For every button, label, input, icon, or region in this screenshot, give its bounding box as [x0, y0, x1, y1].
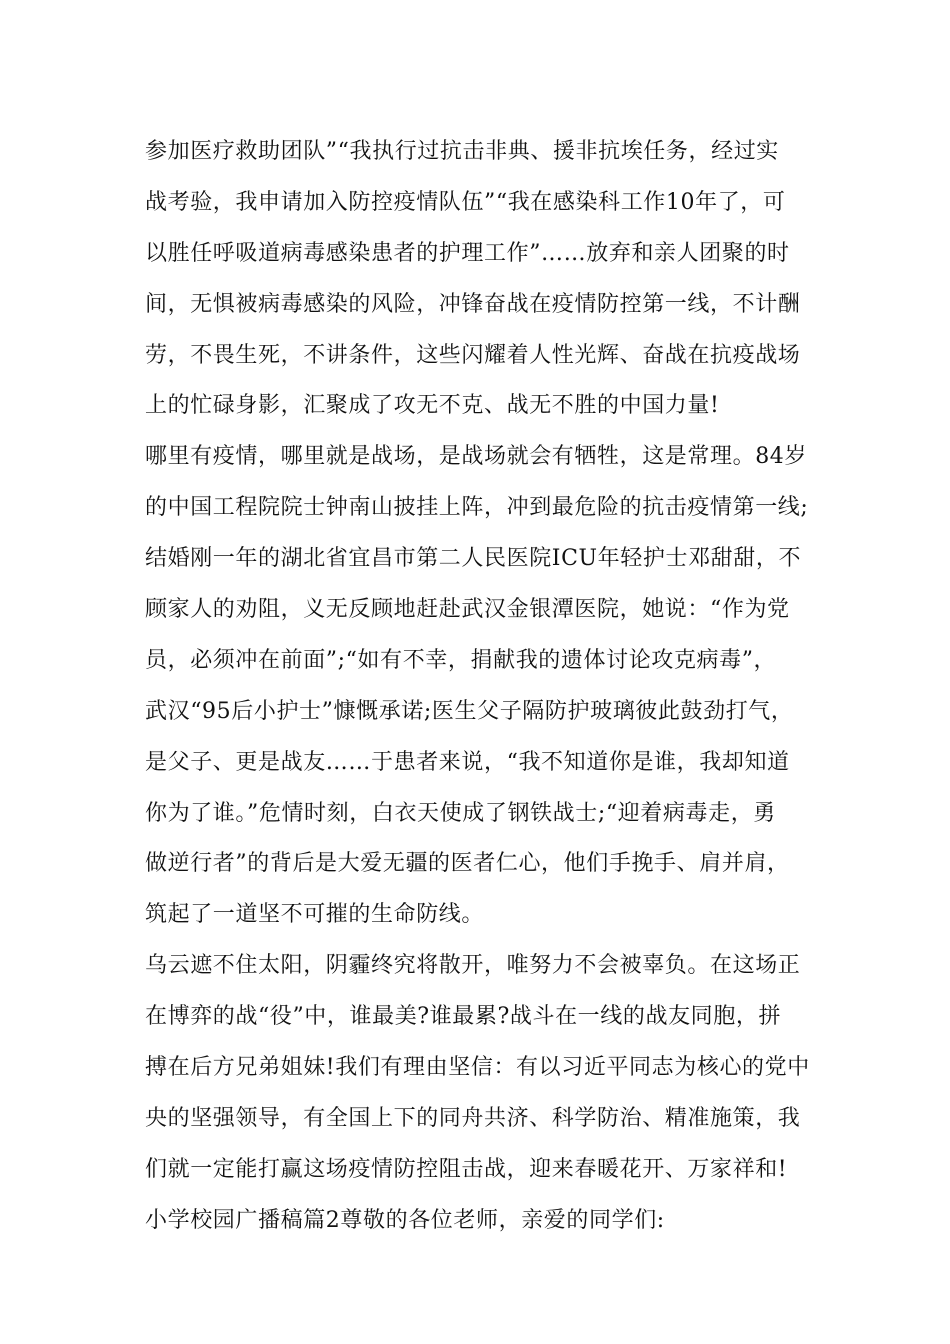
- text-line: 员，必须冲在前面”;“如有不幸，捐献我的遗体讨论攻克病毒”，: [145, 647, 777, 673]
- text-line: 是父子、更是战友……于患者来说，“我不知道你是谁，我却知道: [145, 749, 790, 775]
- text-line: 乌云遮不住太阳，阴霾终究将散开，唯努力不会被辜负。在这场正: [145, 953, 801, 979]
- text-line: 筑起了一道坚不可摧的生命防线。: [145, 902, 485, 928]
- text-line: 上的忙碌身影，汇聚成了攻无不克、战无不胜的中国力量!: [145, 393, 720, 419]
- paragraph-1: [145, 127, 835, 432]
- paragraph-2: [145, 432, 835, 941]
- text-line: 战考验，我申请加入防控疫情队伍”“我在感染科工作10年了，可: [145, 189, 786, 215]
- text-line: 小学校园广播稿篇2尊敬的各位老师，亲爱的同学们:: [145, 1207, 665, 1233]
- text-line: 以胜任呼吸道病毒感染患者的护理工作”……放弃和亲人团聚的时: [145, 240, 790, 266]
- text-line: 顾家人的劝阻，义无反顾地赶赴武汉金银潭医院，她说：“作为党: [145, 597, 790, 623]
- text-line: 搏在后方兄弟姐妹!我们有理由坚信：有以习近平同志为核心的党中: [145, 1055, 810, 1081]
- text-line: 们就一定能打赢这场疫情防控阻击战，迎来春暖花开、万家祥和!: [145, 1156, 788, 1182]
- text-line: 你为了谁。”危情时刻，白衣天使成了钢铁战士;“迎着病毒走，勇: [145, 800, 776, 826]
- text-line: 间，无惧被病毒感染的风险，冲锋奋战在疫情防控第一线，不计酬: [145, 291, 801, 317]
- text-line: 劳，不畏生死，不讲条件，这些闪耀着人性光辉、奋战在抗疫战场: [145, 342, 801, 368]
- text-line: 做逆行者”的背后是大爱无疆的医者仁心，他们手挽手、肩并肩，: [145, 851, 790, 877]
- text-line: 结婚刚一年的湖北省宜昌市第二人民医院ICU年轻护士邓甜甜，不: [145, 546, 802, 572]
- text-line: 的中国工程院院士钟南山披挂上阵，冲到最危险的抗击疫情第一线;: [145, 495, 809, 521]
- text-line: 参加医疗救助团队”“我执行过抗击非典、援非抗埃任务，经过实: [145, 139, 779, 164]
- paragraph-3: [145, 941, 835, 1195]
- text-line: 武汉“95后小护士”慷慨承诺;医生父子隔防护玻璃彼此鼓劲打气，: [145, 698, 794, 724]
- text-line: 在博弈的战“役”中，谁最美?谁最累?战斗在一线的战友同胞，拼: [145, 1004, 782, 1030]
- document-body: [145, 127, 835, 1247]
- text-line: 哪里有疫情，哪里就是战场，是战场就会有牺牲，这是常理。84岁: [145, 444, 807, 470]
- paragraph-4-heading: [145, 1196, 835, 1247]
- text-line: 央的坚强领导，有全国上下的同舟共济、科学防治、精准施策，我: [145, 1105, 801, 1131]
